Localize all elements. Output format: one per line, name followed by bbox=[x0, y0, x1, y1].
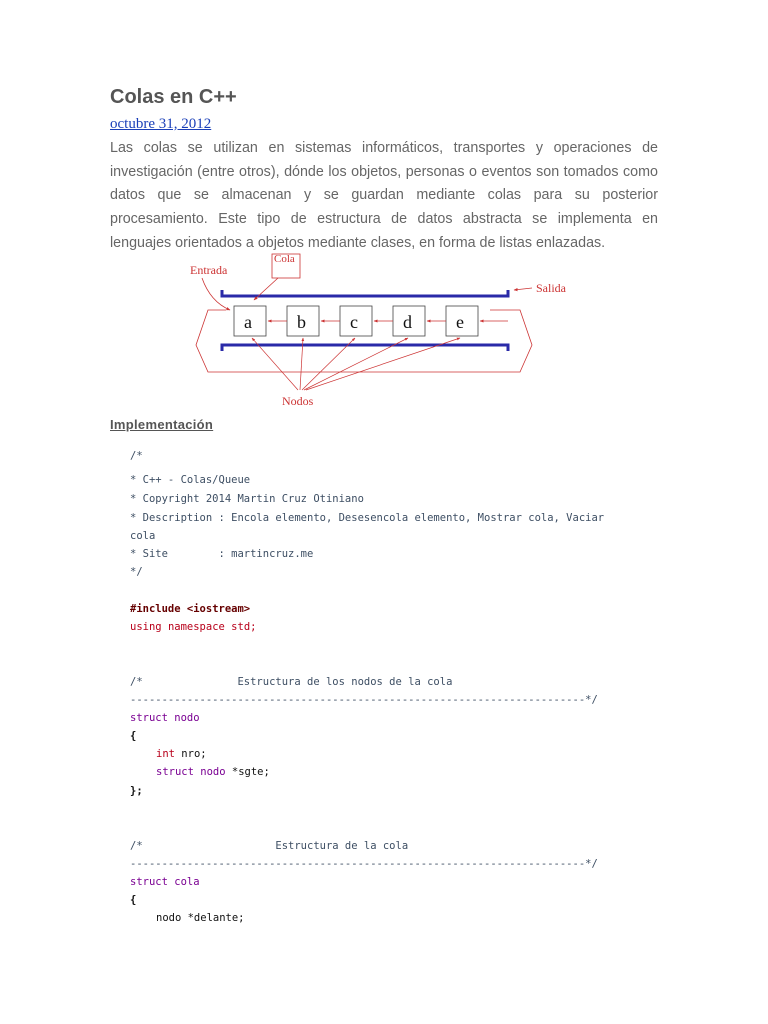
node-b-label: b bbox=[297, 312, 306, 332]
page-title: Colas en C++ bbox=[110, 86, 237, 108]
nodos-label: Nodos bbox=[282, 394, 314, 408]
code-token: nro; bbox=[181, 748, 207, 760]
code-comment-line: * C++ - Colas/Queue bbox=[130, 474, 251, 486]
salida-label: Salida bbox=[536, 281, 566, 295]
entrada-arrow bbox=[202, 278, 230, 310]
code-include-line bbox=[130, 603, 250, 615]
top-rail bbox=[222, 290, 508, 296]
intro-line: lenguajes orientados a objetos mediante clases, en forma de listas enlazadas. bbox=[110, 234, 606, 251]
intro-line: investigación (entre otros), dónde los objetos, personas o eventos son tomados bbox=[110, 163, 619, 180]
node-a-label: a bbox=[244, 312, 252, 332]
code-struct-line bbox=[130, 712, 200, 724]
code-token: namespace bbox=[167, 621, 225, 633]
intro-paragraph bbox=[110, 137, 658, 256]
code-token: <iostream> bbox=[186, 603, 251, 615]
code-token: struct bbox=[130, 712, 168, 724]
entrada-label: Entrada bbox=[190, 263, 228, 277]
node-c-label: c bbox=[350, 312, 358, 332]
code-comment-line: /* Estructura de los nodos de la cola bbox=[130, 676, 453, 688]
salida-arrow bbox=[514, 288, 532, 290]
code-comment-line: * Copyright 2014 Martin Cruz Otiniano bbox=[130, 493, 364, 505]
code-token: struct bbox=[130, 876, 168, 888]
bottom-rail bbox=[222, 345, 508, 351]
code-using-line bbox=[130, 621, 256, 633]
intro-line: como datos que se almacenan y se guardan mediante colas para su posterior bbox=[110, 163, 658, 204]
code-token: struct bbox=[156, 766, 194, 778]
code-comment-rule: ------------------------------------------------------------------------*/ bbox=[130, 858, 598, 870]
code-comment-line: * Site : martincruz.me bbox=[130, 548, 314, 560]
node-d bbox=[393, 306, 425, 336]
intro-line: procesamiento. Este tipo de estructura de datos abstracta se implementa en bbox=[110, 211, 658, 228]
post-date-link[interactable]: octubre 31, 2012 bbox=[110, 116, 212, 132]
code-field-line bbox=[156, 766, 270, 778]
code-comment-line: cola bbox=[130, 530, 156, 542]
code-token: nodo bbox=[200, 766, 226, 778]
code-token: nodo bbox=[174, 712, 200, 724]
code-token: #include bbox=[130, 603, 181, 615]
code-comment-close: */ bbox=[130, 566, 143, 578]
code-token: int bbox=[156, 748, 175, 760]
node-d-label: d bbox=[403, 312, 412, 332]
code-token: cola bbox=[174, 876, 200, 888]
node-b bbox=[287, 306, 319, 336]
queue-diagram bbox=[190, 250, 590, 412]
code-comment-line: * Description : Encola elemento, Desesencola elemento, Mostrar cola, Vaciar bbox=[130, 512, 605, 524]
code-token: using bbox=[130, 621, 162, 633]
code-brace: { bbox=[130, 894, 137, 906]
node-c bbox=[340, 306, 372, 336]
code-field-line bbox=[156, 748, 207, 760]
code-field-line: nodo *delante; bbox=[156, 912, 245, 924]
implementation-heading: Implementación bbox=[110, 417, 214, 432]
node-e-label: e bbox=[456, 312, 464, 332]
code-token: *sgte; bbox=[231, 766, 270, 778]
code-token: std; bbox=[231, 621, 257, 633]
code-comment-rule: ------------------------------------------------------------------------*/ bbox=[130, 694, 598, 706]
code-struct-line bbox=[130, 876, 200, 888]
node-a bbox=[234, 306, 266, 336]
cola-label: Cola bbox=[274, 253, 295, 265]
intro-line: Las colas se utilizan en sistemas informáticos, transportes y operaciones de bbox=[110, 140, 658, 156]
code-brace: }; bbox=[130, 785, 143, 797]
code-comment-open: /* bbox=[130, 450, 143, 462]
code-comment-line: /* Estructura de la cola bbox=[130, 840, 409, 852]
code-brace: { bbox=[130, 730, 137, 742]
node-e bbox=[446, 306, 478, 336]
